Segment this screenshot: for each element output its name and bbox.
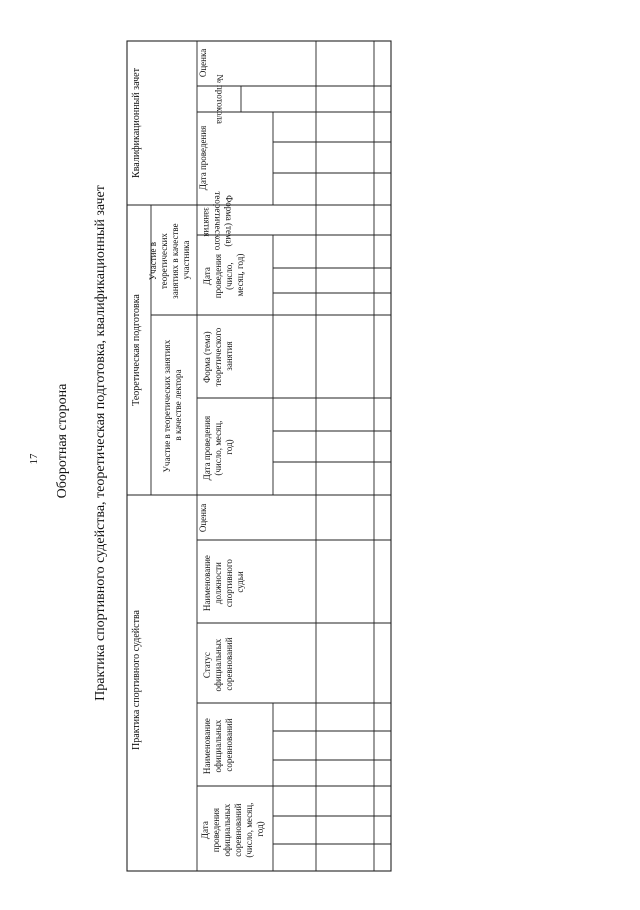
theory-participant-heading: Участие в теоретических занятиях в качестве участника [148,223,191,299]
col-participant-form: Форма (тема) теоретического занятия [202,191,234,251]
col-practice-position: Наименование должности спортивного судьи [202,555,245,612]
page-number: 17 [28,453,40,465]
col-qual-grade: Оценка [198,48,208,78]
col-practice-status: Статус официальных соревнований [202,637,234,692]
section-practice: Практика спортивного судейства [131,610,142,750]
col-lecturer-form: Форма (тема) теоретического занятия [202,327,234,387]
page-title: Практика спортивного судейства, теоретическая подготовка, квалификационный зачет [93,185,108,701]
col-participant-date: Дата проведения (число, месяц, год) [202,253,245,299]
col-practice-date: Дата проведения официальных соревнований (число, месяц, год) [200,802,265,858]
col-lecturer-date: Дата проведения (число, месяц, год) [202,415,234,481]
theory-lecturer-heading: Участие в теоретических занятиях в качестве лектора [162,339,183,473]
col-qual-date: Дата проведения [198,125,208,191]
col-qual-protocol: № протокола [215,74,225,124]
col-practice-grade: Оценка [198,503,208,533]
side-label: Оборотная сторона [55,383,70,499]
section-theory: Теоретическая подготовка [131,294,142,406]
section-qualification: Квалификационный зачет [131,68,142,178]
col-practice-name: Наименование официальных соревнований [202,718,234,775]
